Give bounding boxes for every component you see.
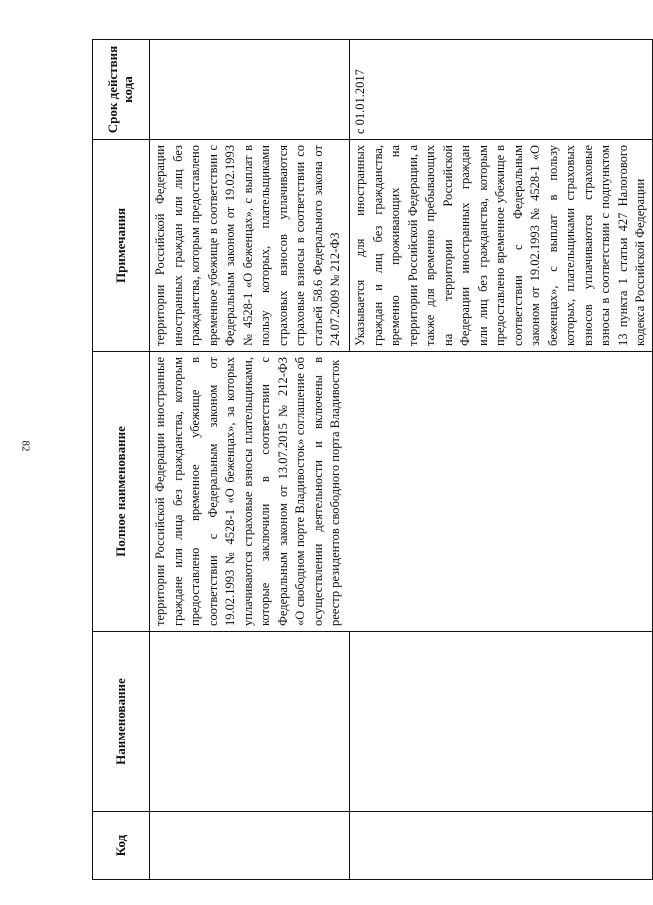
rotated-page bbox=[92, 40, 647, 880]
cell-name bbox=[350, 632, 653, 812]
cell-notes: территории Российской Федерации иностранных граждан или лиц без гражданства, которым предоставлено временное убежище в соответствии с Федеральным законом от 19.02.1993 № 4528-1 «О беженцах», с выплат в пользу которых, плательщиками страховых взносов уплачиваются страховые взносы в соответствии со статьей 58.6 Федерального закона от 24.07.2009 № 212-ФЗ bbox=[150, 140, 350, 352]
header-notes: Примечания bbox=[93, 140, 150, 352]
header-name: Наименование bbox=[93, 632, 150, 812]
header-validity: Срок действия кода bbox=[93, 40, 150, 140]
page-number: 82 bbox=[19, 440, 32, 452]
cell-validity: с 01.01.2017 bbox=[350, 40, 653, 140]
table-header-row bbox=[93, 40, 150, 880]
table-row bbox=[150, 40, 350, 880]
codes-table bbox=[92, 39, 653, 880]
header-code: Код bbox=[93, 812, 150, 880]
cell-validity bbox=[150, 40, 350, 140]
cell-code bbox=[150, 812, 350, 880]
cell-notes: Указывается для иностранных граждан и лиц без гражданства, временно проживающих на территории Российской Федерации, а также для временно пребывающих на территории Российской Федерации иностранных граждан или лиц без гражданства, которым предоставлено временное убежище в соответствии с Федеральным законом от 19.02.1993 № 4528-1 «О беженцах», с выплат в пользу которых, плательщиками страховых взносов уплачиваются страховые взносы в соответствии с подпунктом 13 пункта 1 статьи 427 Налогового кодекса Российской Федерации bbox=[350, 140, 653, 352]
cell-full-name: территории Российской Федерации иностранные граждане или лица без гражданства, которым предоставлено временное убежище в соответствии с Федеральным законом от 19.02.1993 № 4528-1 «О беженцах», за которых уплачиваются страховые взносы плательщиками, которые заключили в соответствии с Федеральным законом от 13.07.2015 № 212-ФЗ «О свободном порте Владивосток» соглашение об осуществлении деятельности и включены в реестр резидентов свободного порта Владивосток bbox=[150, 352, 653, 632]
header-full-name: Полное наименование bbox=[93, 352, 150, 632]
cell-name bbox=[150, 632, 350, 812]
cell-code bbox=[350, 812, 653, 880]
